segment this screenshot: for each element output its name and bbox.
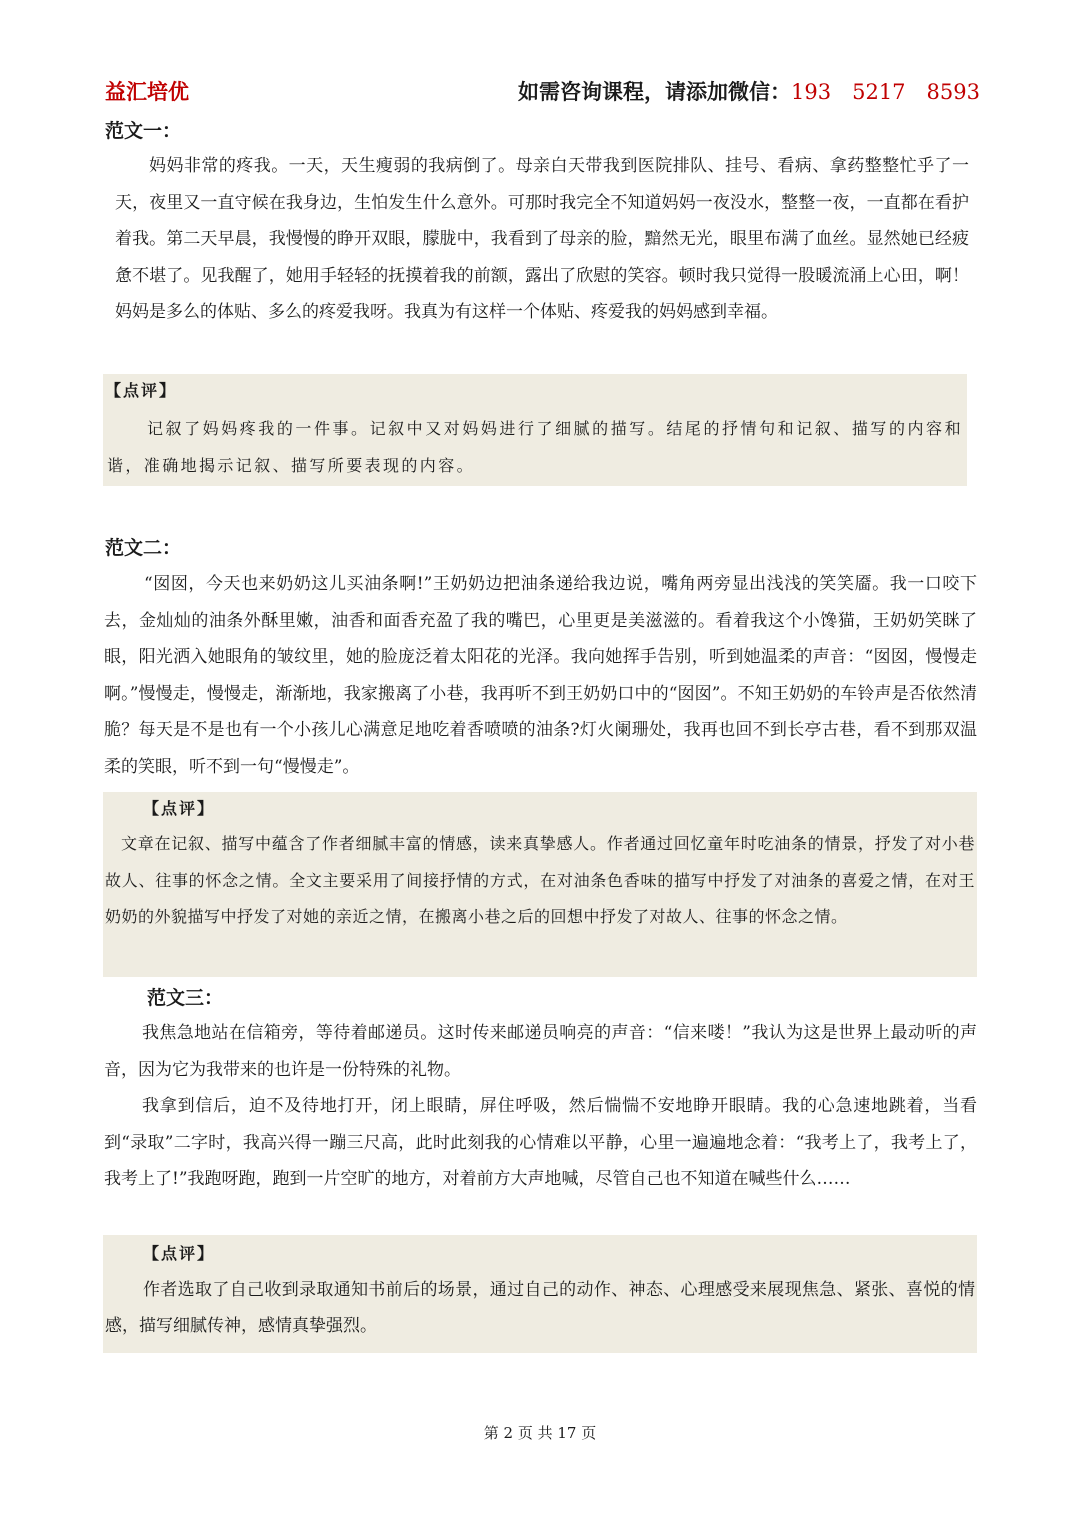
brand-name: 益汇培优 xyxy=(105,79,189,104)
contact-info xyxy=(518,76,980,106)
essay-1-paragraph: 妈妈非常的疼我。一天，天生瘦弱的我病倒了。母亲白天带我到医院排队、挂号、看病、拿药整整忙乎了一天，夜里又一直守候在我身边，生怕发生什么意外。可那时我完全不知道妈妈一夜没水，整整一夜，一直都在看护着我。第二天早晨，我慢慢的睁开双眼，朦胧中，我看到了母亲的脸，黯然无光，眼里布满了血丝。显然她已经疲惫不堪了。见我醒了，她用手轻轻的抚摸着我的前额，露出了欣慰的笑容。顿时我只觉得一股暖流涌上心田，啊！妈妈是多么的体贴、多么的疼爱我呀。我真为有这样一个体贴、疼爱我的妈妈感到幸福。 xyxy=(115,156,969,322)
page-header xyxy=(105,76,980,110)
essay-1-title: 范文一： xyxy=(105,120,182,142)
essay-1-review-text: 记叙了妈妈疼我的一件事。记叙中又对妈妈进行了细腻的描写。结尾的抒情句和记叙、描写的内容和谐，准确地揭示记叙、描写所要表现的内容。 xyxy=(107,419,963,475)
essay-3-paragraph-2: 我拿到信后，迫不及待地打开，闭上眼睛，屏住呼吸，然后惴惴不安地睁开眼睛。我的心急速地跳着，当看到“录取”二字时，我高兴得一蹦三尺高，此时此刻我的心情难以平静，心里一遍遍地念着：“我考上了，我考上了，我考上了!”我跑呀跑，跑到一片空旷的地方，对着前方大声地喊，尽管自己也不知道在喊些什么…… xyxy=(104,1096,977,1189)
essay-2-paragraph: “囡囡，今天也来奶奶这儿买油条啊!”王奶奶边把油条递给我边说，嘴角两旁显出浅浅的笑笑靥。我一口咬下去，金灿灿的油条外酥里嫩，油香和面香充盈了我的嘴巴，心里更是美滋滋的。看着我这个小馋猫，王奶奶笑眯了眼，阳光洒入她眼角的皱纹里，她的脸庞泛着太阳花的光泽。我向她挥手告别，听到她温柔的声音：“囡囡，慢慢走啊。”慢慢走，慢慢走，渐渐地，我家搬离了小巷，我再听不到王奶奶口中的“囡囡”。不知王奶奶的车铃声是否依然清脆？每天是不是也有一个小孩儿心满意足地吃着香喷喷的油条?灯火阑珊处，我再也回不到长亭古巷，看不到那双温柔的笑眼，听不到一句“慢慢走”。 xyxy=(104,574,977,777)
essay-3-review-label: 【点评】 xyxy=(143,1244,216,1263)
essay-3-review-text: 作者选取了自己收到录取通知书前后的场景，通过自己的动作、神态、心理感受来展现焦急、紧张、喜悦的情感，描写细腻传神，感情真挚强烈。 xyxy=(105,1280,975,1336)
essay-2-title: 范文二： xyxy=(105,537,182,559)
page-number: 第 2 页 共 17 页 xyxy=(483,1424,597,1442)
essay-1-review-label: 【点评】 xyxy=(105,381,178,400)
essay-3-paragraph-1: 我焦急地站在信箱旁，等待着邮递员。这时传来邮递员响亮的声音：“信来喽！”我认为这是世界上最动听的声音，因为它为我带来的也许是一份特殊的礼物。 xyxy=(104,1023,977,1080)
essay-2-review-label: 【点评】 xyxy=(143,799,216,818)
essay-3-title: 范文三： xyxy=(147,987,224,1009)
essay-2-review-box xyxy=(103,792,977,977)
essay-1-review-box xyxy=(103,374,967,486)
essay-2-review-text: 文章在记叙、描写中蕴含了作者细腻丰富的情感，读来真挚感人。作者通过回忆童年时吃油条的情景，抒发了对小巷故人、往事的怀念之情。全文主要采用了间接抒情的方式，在对油条色香味的描写中抒发了对油条的喜爱之情，在对王奶奶的外貌描写中抒发了对她的亲近之情，在搬离小巷之后的回想中抒发了对故人、往事的怀念之情。 xyxy=(105,834,975,926)
contact-label: 如需咨询课程，请添加微信： xyxy=(518,79,792,104)
essay-3-review-box xyxy=(103,1235,977,1353)
contact-number: 193 5217 8593 xyxy=(791,80,980,104)
